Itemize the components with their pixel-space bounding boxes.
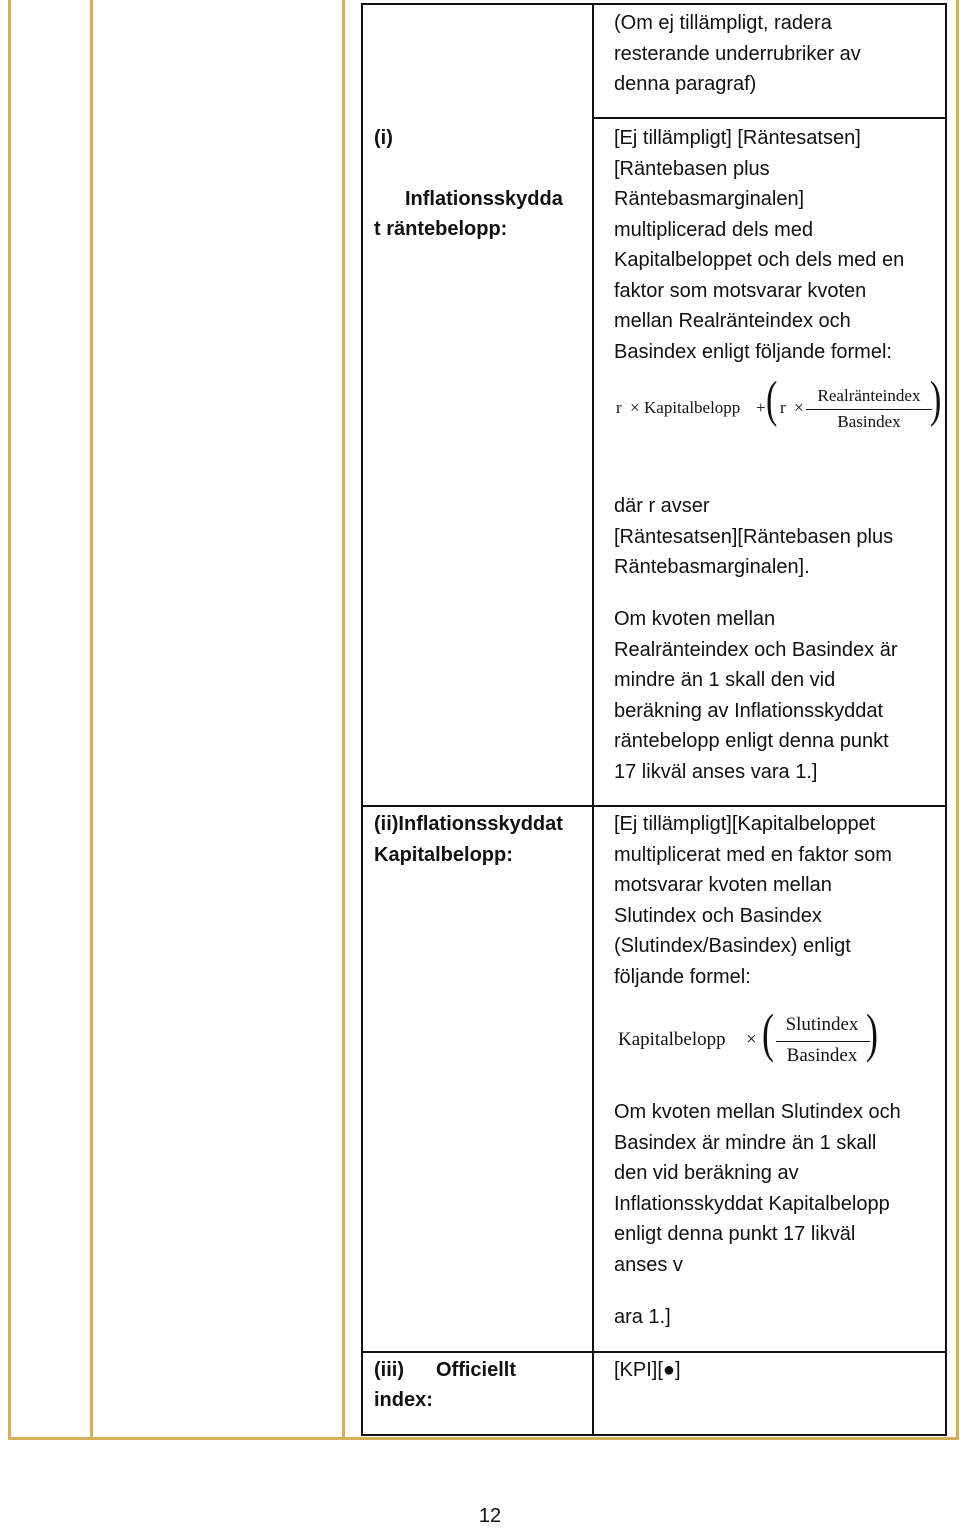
row-divider-3 xyxy=(361,1351,947,1353)
outer-column-divider-2 xyxy=(342,0,345,1440)
formula-i-numerator: Realränteindex xyxy=(817,386,921,405)
row-iii-label-continuation: index: xyxy=(374,1389,433,1411)
formula-i-times1: × xyxy=(630,398,640,417)
formula-i-r2: r xyxy=(780,398,786,417)
formula-ii-kapital: Kapitalbelopp xyxy=(618,1029,726,1050)
row-divider-1 xyxy=(592,117,947,119)
formula-i-right-paren: ) xyxy=(930,372,942,428)
inner-table-border-left xyxy=(361,3,363,1436)
row-iii-label-title: Officiellt xyxy=(436,1359,517,1381)
row-i-description: [Ej tillämpligt] [Räntesatsen] [Räntebasen plus Räntebasmarginalen] multiplicerad dels med Kapitalbeloppet och dels med en faktor som motsvarar kvoten mellan Realränteindex och Basindex enligt följande formel: xyxy=(614,127,905,363)
intro-note: (Om ej tillämpligt, radera resterande underrubriker av denna paragraf) xyxy=(614,12,861,95)
row-i-r-definition: där r avser [Räntesatsen][Räntebasen plus Räntebasmarginalen]. xyxy=(614,495,894,578)
inner-table-border-bottom xyxy=(361,1434,947,1436)
formula-i-kapital: Kapitalbelopp xyxy=(644,398,741,417)
formula-i-denominator: Basindex xyxy=(837,412,901,431)
inner-table-border-right xyxy=(945,3,947,1436)
formula-ii-left-paren: ( xyxy=(762,1003,774,1063)
row-i-label-title xyxy=(374,153,584,275)
formula-i-times2: × xyxy=(794,398,804,417)
row-iii-label-number: (iii) xyxy=(374,1359,404,1381)
row-i-label-title-text: Inflationsskydda t räntebelopp: xyxy=(374,187,563,240)
row-ii-formula xyxy=(610,1003,900,1074)
page-number: 12 xyxy=(478,1505,502,1527)
formula-ii-right-paren: ) xyxy=(866,1003,878,1063)
formula-ii-numerator: Slutindex xyxy=(785,1014,859,1035)
formula-ii-denominator: Basindex xyxy=(786,1045,858,1066)
row-divider-2 xyxy=(361,805,947,807)
row-i-label-number: (i) xyxy=(374,127,393,149)
formula-ii-times: × xyxy=(746,1029,757,1050)
row-ii-quotient-note: Om kvoten mellan Slutindex och Basindex är mindre än 1 skall den vid beräkning av Inflationsskyddat Kapitalbelopp enligt denna punkt 17 likväl anses v xyxy=(614,1101,901,1276)
formula-i-r1: r xyxy=(616,398,622,417)
formula-i-left-paren: ( xyxy=(766,372,778,428)
row-i-formula xyxy=(610,372,945,440)
outer-table-border-bottom xyxy=(8,1437,959,1440)
row-ii-label: (ii)Inflationsskyddat Kapitalbelopp: xyxy=(374,813,563,866)
inner-table-border-top xyxy=(361,3,947,5)
outer-table-border-left xyxy=(8,0,11,1440)
outer-column-divider-1 xyxy=(90,0,93,1440)
inner-column-divider xyxy=(592,3,594,1436)
row-i-quotient-note: Om kvoten mellan Realränteindex och Basindex är mindre än 1 skall den vid beräkning av Inflationsskyddat räntebelopp enligt denna punkt 17 likväl anses vara 1.] xyxy=(614,608,898,783)
formula-ii-fraction-bar xyxy=(776,1041,870,1042)
outer-table-border-right xyxy=(956,0,959,1440)
formula-i-plus: + xyxy=(756,398,766,417)
row-ii-quotient-note-end: ara 1.] xyxy=(614,1306,671,1328)
formula-i-fraction-bar xyxy=(806,409,932,410)
row-ii-description: [Ej tillämpligt][Kapitalbeloppet multiplicerat med en faktor som motsvarar kvoten mellan Slutindex och Basindex (Slutindex/Basindex) enligt följande formel: xyxy=(614,813,892,988)
row-iii-value: [KPI][●] xyxy=(614,1359,681,1381)
